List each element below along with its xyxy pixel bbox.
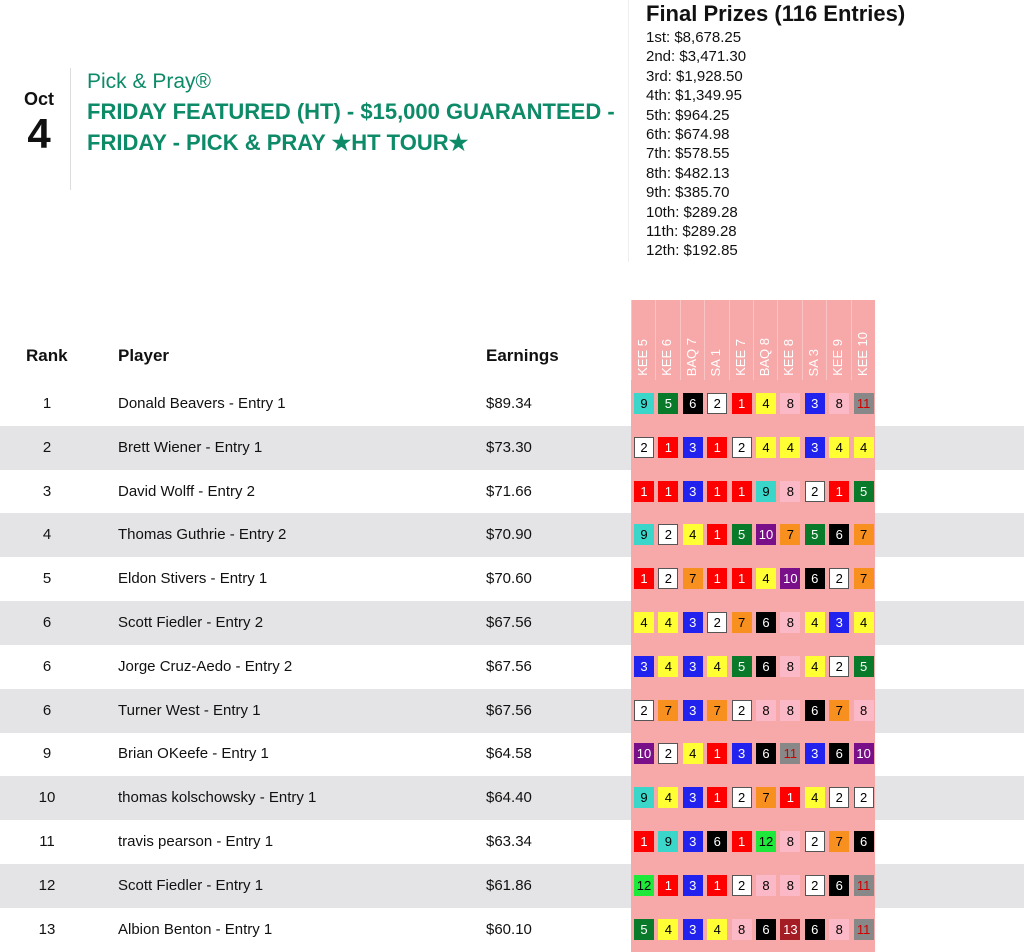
table-row[interactable] [0, 513, 1024, 557]
table-row[interactable] [0, 382, 1024, 426]
race-header-cell [631, 300, 656, 380]
prize-line: 10th: $289.28 [646, 203, 738, 221]
prizes-heading: Final Prizes (116 Entries) [646, 1, 906, 26]
earnings-cell: $67.56 [486, 657, 532, 675]
pick-badge: 1 [732, 481, 752, 502]
earnings-cell: $60.10 [486, 920, 532, 938]
rank-cell: 6 [42, 614, 52, 631]
race-label: BAQ 7 [683, 337, 699, 376]
pick-badge: 4 [854, 437, 874, 458]
pick-badge: 1 [634, 568, 654, 589]
player-name[interactable]: Donald Beavers - Entry 1 [118, 395, 286, 412]
pick-badge: 1 [707, 743, 727, 764]
picks-strip [631, 645, 875, 689]
pick-badge: 8 [732, 919, 752, 940]
pick-badge: 4 [805, 787, 825, 808]
prize-line: 7th: $578.55 [646, 145, 730, 163]
pick-badge: 6 [854, 831, 874, 852]
rank-cell: 3 [42, 482, 52, 500]
pick-badge: 1 [780, 787, 800, 808]
pick-badge: 5 [854, 481, 874, 502]
race-header-cell [655, 300, 680, 380]
earnings-cell: $70.60 [486, 570, 532, 588]
rank-cell: 12 [38, 876, 56, 894]
pick-badge: 9 [756, 481, 776, 502]
pick-badge: 2 [829, 656, 849, 677]
pick-badge: 3 [829, 612, 849, 633]
player-name[interactable]: Thomas Guthrie - Entry 2 [118, 526, 287, 544]
player-name[interactable]: Scott Fiedler - Entry 2 [118, 614, 264, 631]
pick-badge: 1 [707, 481, 727, 502]
pick-badge: 6 [756, 656, 776, 677]
earnings-header[interactable]: Earnings [486, 346, 559, 365]
contest-brand: Pick & Pray® [87, 70, 212, 93]
prize-line: 6th: $674.98 [646, 126, 730, 144]
prize-list [646, 28, 1024, 261]
prize-line: 4th: $1,349.95 [646, 87, 742, 105]
earnings-cell: $64.58 [486, 745, 532, 763]
rank-cell: 4 [42, 526, 52, 544]
earnings-cell: $70.90 [486, 526, 532, 544]
pick-badge: 7 [756, 787, 776, 808]
divider [70, 68, 71, 190]
pick-badge: 7 [854, 524, 874, 545]
picks-strip [631, 820, 875, 864]
earnings-cell: $73.30 [486, 438, 532, 456]
race-label: SA 1 [708, 348, 724, 376]
pick-badge: 1 [634, 481, 654, 502]
pick-badge: 11 [854, 875, 874, 896]
pick-badge: 4 [756, 437, 776, 458]
pick-badge: 8 [780, 700, 800, 721]
pick-badge: 3 [634, 656, 654, 677]
final-prizes [628, 0, 1024, 262]
pick-badge: 2 [805, 831, 825, 852]
race-header-cell [680, 300, 705, 380]
pick-badge: 2 [707, 612, 727, 633]
pick-badge: 6 [756, 743, 776, 764]
pick-badge: 3 [683, 831, 703, 852]
pick-badge: 8 [780, 393, 800, 414]
pick-badge: 1 [707, 787, 727, 808]
pick-badge: 6 [805, 919, 825, 940]
table-row[interactable] [0, 470, 1024, 514]
rank-cell: 9 [42, 745, 52, 763]
pick-badge: 12 [756, 831, 776, 852]
prize-line: 12th: $192.85 [646, 242, 738, 260]
pick-badge: 6 [756, 919, 776, 940]
race-label: KEE 5 [635, 339, 650, 376]
table-row[interactable] [0, 689, 1024, 733]
player-name[interactable]: Brett Wiener - Entry 1 [118, 438, 263, 456]
pick-badge: 7 [707, 700, 727, 721]
pick-badge: 2 [854, 787, 874, 808]
pick-badge: 6 [756, 612, 776, 633]
pick-badge: 2 [658, 524, 678, 545]
pick-badge: 3 [805, 743, 825, 764]
pick-badge: 10 [780, 568, 800, 589]
date-month: Oct [23, 89, 54, 109]
race-header-cell [826, 300, 851, 380]
pick-badge: 3 [683, 787, 703, 808]
earnings-cell: $64.40 [486, 789, 532, 807]
pick-badge: 2 [634, 437, 654, 458]
pick-badge: 3 [805, 393, 825, 414]
prize-line: 5th: $964.25 [646, 106, 730, 124]
race-header-cell [777, 300, 802, 380]
earnings-cell: $67.56 [486, 701, 532, 719]
table-row[interactable] [0, 732, 1024, 776]
pick-badge: 4 [658, 612, 678, 633]
pick-badge: 3 [683, 437, 703, 458]
earnings-cell: $71.66 [486, 482, 532, 500]
picks-strip [631, 908, 875, 952]
pick-badge: 5 [658, 393, 678, 414]
rank-cell: 13 [38, 920, 56, 938]
earnings-cell: $63.34 [486, 833, 532, 850]
pick-badge: 2 [658, 743, 678, 764]
pick-badge: 1 [732, 568, 752, 589]
player-name[interactable]: Albion Benton - Entry 1 [118, 920, 273, 938]
event-date [18, 88, 60, 158]
picks-strip [631, 689, 875, 733]
pick-badge: 2 [634, 700, 654, 721]
pick-badge: 4 [829, 437, 849, 458]
player-name[interactable]: Scott Fiedler - Entry 1 [118, 876, 264, 894]
earnings-cell: $67.56 [486, 614, 532, 631]
table-row[interactable] [0, 820, 1024, 864]
pick-badge: 3 [683, 875, 703, 896]
table-row[interactable] [0, 601, 1024, 645]
contest-name: FRIDAY FEATURED (HT) - $15,000 GUARANTEED - FRIDAY - PICK & PRAY ★HT TOUR★ [87, 99, 615, 155]
rank-cell: 2 [42, 438, 52, 456]
pick-badge: 12 [634, 875, 654, 896]
pick-badge: 4 [780, 437, 800, 458]
pick-badge: 1 [707, 524, 727, 545]
table-row[interactable] [0, 908, 1024, 952]
picks-strip [631, 513, 875, 557]
race-label: KEE 8 [781, 339, 797, 376]
race-label: KEE 10 [854, 331, 870, 376]
pick-badge: 8 [780, 875, 800, 896]
table-row[interactable] [0, 557, 1024, 601]
pick-badge: 2 [732, 700, 752, 721]
pick-badge: 11 [854, 919, 874, 940]
picks-strip [631, 557, 875, 601]
earnings-cell: $89.34 [486, 395, 532, 412]
race-label: KEE 7 [732, 339, 748, 376]
player-name[interactable]: David Wolff - Entry 2 [118, 482, 255, 500]
pick-badge: 6 [829, 524, 849, 545]
pick-badge: 4 [658, 656, 678, 677]
pick-badge: 2 [829, 787, 849, 808]
pick-badge: 4 [854, 612, 874, 633]
pick-badge: 7 [683, 568, 703, 589]
pick-badge: 3 [683, 612, 703, 633]
pick-badge: 9 [634, 787, 654, 808]
pick-badge: 2 [732, 787, 752, 808]
pick-badge: 8 [756, 875, 776, 896]
pick-badge: 10 [634, 743, 654, 764]
pick-badge: 1 [658, 481, 678, 502]
picks-strip [631, 732, 875, 776]
pick-badge: 7 [829, 700, 849, 721]
race-label: KEE 6 [659, 339, 675, 376]
pick-badge: 8 [854, 700, 874, 721]
table-row[interactable] [0, 776, 1024, 820]
rank-cell: 1 [42, 395, 52, 412]
prize-line: 11th: $289.28 [646, 223, 737, 241]
pick-badge: 2 [732, 437, 752, 458]
prize-line: 1st: $8,678.25 [646, 29, 742, 46]
rank-cell: 6 [42, 701, 52, 719]
pick-badge: 13 [780, 919, 800, 940]
rank-header[interactable]: Rank [26, 346, 68, 365]
pick-badge: 4 [805, 612, 825, 633]
pick-badge: 7 [658, 700, 678, 721]
pick-badge: 1 [829, 481, 849, 502]
pick-badge: 1 [707, 437, 727, 458]
pick-badge: 10 [854, 743, 874, 764]
race-header-cell [802, 300, 827, 380]
race-label: SA 3 [805, 348, 821, 376]
pick-badge: 2 [805, 875, 825, 896]
pick-badge: 2 [829, 568, 849, 589]
pick-badge: 4 [756, 393, 776, 414]
pick-badge: 5 [732, 656, 752, 677]
race-label: KEE 9 [830, 339, 846, 376]
player-name[interactable]: Jorge Cruz-Aedo - Entry 2 [118, 657, 293, 675]
pick-badge: 9 [658, 831, 678, 852]
pick-badge: 4 [707, 919, 727, 940]
pick-badge: 3 [732, 743, 752, 764]
player-name[interactable]: Eldon Stivers - Entry 1 [118, 570, 268, 588]
rank-cell: 6 [42, 657, 52, 675]
pick-badge: 6 [805, 700, 825, 721]
pick-badge: 8 [780, 481, 800, 502]
pick-badge: 3 [683, 700, 703, 721]
pick-badge: 5 [634, 919, 654, 940]
pick-badge: 5 [854, 656, 874, 677]
pick-badge: 2 [805, 481, 825, 502]
pick-badge: 11 [854, 393, 874, 414]
prize-line: 2nd: $3,471.30 [646, 48, 747, 66]
picks-strip [631, 776, 875, 820]
pick-badge: 8 [780, 831, 800, 852]
player-name[interactable]: travis pearson - Entry 1 [118, 833, 274, 850]
rank-cell: 5 [42, 570, 52, 588]
pick-badge: 10 [756, 524, 776, 545]
pick-badge: 3 [683, 656, 703, 677]
picks-strip [631, 864, 875, 908]
pick-badge: 11 [780, 743, 800, 764]
race-header [631, 300, 875, 380]
pick-badge: 6 [707, 831, 727, 852]
player-name[interactable]: Turner West - Entry 1 [118, 701, 261, 719]
pick-badge: 1 [732, 831, 752, 852]
pick-badge: 8 [829, 919, 849, 940]
rank-cell: 10 [38, 789, 56, 807]
pick-badge: 5 [732, 524, 752, 545]
player-name[interactable]: Brian OKeefe - Entry 1 [118, 745, 269, 763]
pick-badge: 3 [683, 481, 703, 502]
picks-strip [631, 426, 875, 470]
pick-badge: 1 [707, 568, 727, 589]
pick-badge: 6 [829, 743, 849, 764]
pick-badge: 4 [683, 524, 703, 545]
pick-badge: 8 [780, 612, 800, 633]
pick-badge: 4 [634, 612, 654, 633]
pick-badge: 2 [732, 875, 752, 896]
pick-badge: 4 [658, 787, 678, 808]
pick-badge: 2 [658, 568, 678, 589]
table-row[interactable] [0, 426, 1024, 470]
contest-title [87, 68, 627, 158]
picks-strip [631, 601, 875, 645]
date-day: 4 [27, 110, 51, 157]
pick-badge: 4 [658, 919, 678, 940]
table-row[interactable] [0, 645, 1024, 689]
pick-badge: 5 [805, 524, 825, 545]
picks-strip [631, 470, 875, 514]
pick-badge: 3 [683, 919, 703, 940]
pick-badge: 6 [683, 393, 703, 414]
pick-badge: 4 [756, 568, 776, 589]
pick-badge: 1 [732, 393, 752, 414]
pick-badge: 7 [780, 524, 800, 545]
pick-badge: 3 [805, 437, 825, 458]
pick-badge: 6 [805, 568, 825, 589]
race-header-cell [753, 300, 778, 380]
pick-badge: 4 [805, 656, 825, 677]
pick-badge: 4 [707, 656, 727, 677]
prize-line: 3rd: $1,928.50 [646, 67, 743, 85]
pick-badge: 8 [829, 393, 849, 414]
pick-badge: 7 [829, 831, 849, 852]
pick-badge: 1 [634, 831, 654, 852]
pick-badge: 1 [707, 875, 727, 896]
pick-badge: 7 [854, 568, 874, 589]
pick-badge: 2 [707, 393, 727, 414]
pick-badge: 1 [658, 437, 678, 458]
player-name[interactable]: thomas kolschowsky - Entry 1 [118, 789, 317, 807]
race-label: BAQ 8 [757, 337, 772, 376]
earnings-cell: $61.86 [486, 876, 532, 894]
pick-badge: 1 [658, 875, 678, 896]
pick-badge: 7 [732, 612, 752, 633]
prize-line: 8th: $482.13 [646, 164, 730, 182]
pick-badge: 9 [634, 393, 654, 414]
pick-badge: 8 [780, 656, 800, 677]
table-row[interactable] [0, 864, 1024, 908]
race-header-cell [704, 300, 729, 380]
pick-badge: 4 [683, 743, 703, 764]
pick-badge: 6 [829, 875, 849, 896]
rank-cell: 11 [39, 833, 55, 850]
player-header[interactable]: Player [118, 346, 170, 365]
race-header-cell [851, 300, 876, 380]
race-header-cell [729, 300, 754, 380]
prize-line: 9th: $385.70 [646, 184, 730, 202]
pick-badge: 9 [634, 524, 654, 545]
pick-badge: 8 [756, 700, 776, 721]
picks-strip [631, 382, 875, 426]
